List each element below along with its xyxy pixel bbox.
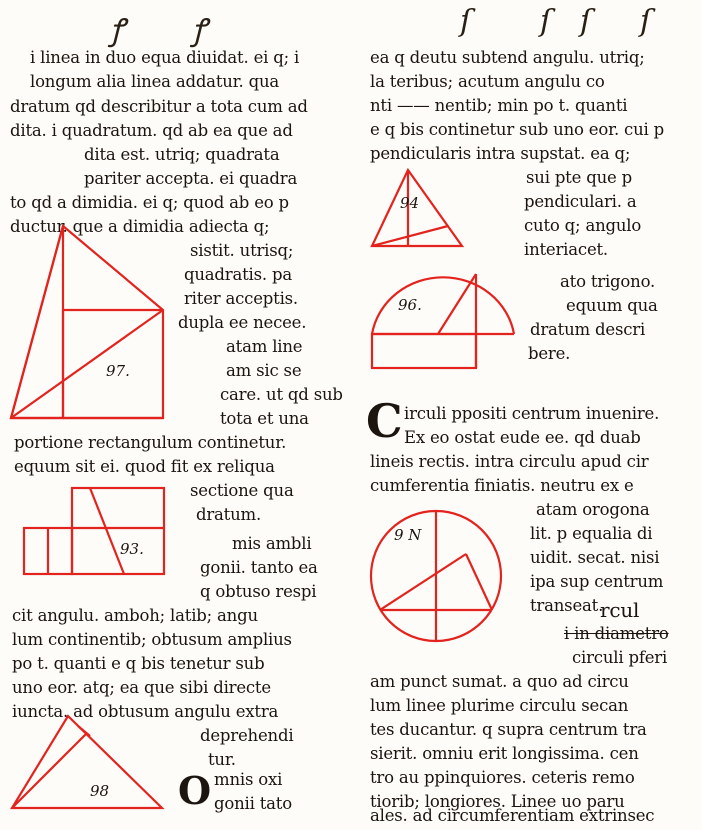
text-line: dratum. xyxy=(196,505,262,524)
text-line: irculi ppositi centrum inuenire. xyxy=(404,404,660,423)
margin-mark-left-1: ꝭ xyxy=(110,13,125,48)
text-line: cumferentia finiatis. neutru ex e xyxy=(370,476,634,495)
figure-label: 93. xyxy=(120,540,144,558)
text-line: cuto q; angulo xyxy=(524,216,642,235)
text-line: tota et una xyxy=(220,409,309,428)
text-line: mis ambli xyxy=(232,534,312,553)
text-line: transeat. xyxy=(530,596,604,615)
text-line: tiorib; longiores. Linee uo paru xyxy=(370,792,625,811)
text-line: sui pte que p xyxy=(526,168,632,187)
text-line: uidit. secat. nisi xyxy=(530,548,660,567)
text-line: sectione qua xyxy=(190,481,294,500)
figure-label: 94 xyxy=(400,194,420,212)
text-line: tur. xyxy=(208,750,236,769)
text-line: am punct sumat. a quo ad circu xyxy=(370,672,629,691)
margin-mark-left-2: ꝭ xyxy=(192,13,207,48)
text-line: ea q deutu subtend angulu. utriq; xyxy=(370,48,645,67)
margin-mark-right-3: ſ xyxy=(580,4,592,39)
text-line: i in diametro xyxy=(564,624,669,643)
figure-rectangle-diagonal xyxy=(20,484,170,580)
text-line: dita. i quadratum. qd ab ea que ad xyxy=(10,121,293,140)
text-line: rcul xyxy=(600,598,640,622)
text-line: gonii. tanto ea xyxy=(200,558,318,577)
text-line: iuncta. ad obtusum angulu extra xyxy=(12,702,279,721)
text-line: la teribus; acutum angulu co xyxy=(370,72,605,91)
text-line: quadratis. pa xyxy=(184,265,292,284)
text-line: pariter accepta. ei quadra xyxy=(84,169,298,188)
text-line: dratum qd describitur a tota cum ad xyxy=(10,97,308,116)
text-line: pendiculari. a xyxy=(524,192,637,211)
text-line: tro au ppinquiores. ceteris remo xyxy=(370,768,635,787)
text-line: gonii tato xyxy=(214,794,292,813)
text-line: lineis rectis. intra circulu apud cir xyxy=(370,452,649,471)
text-line: mnis oxi xyxy=(214,770,283,789)
text-line: equum qua xyxy=(566,296,658,315)
figure-semicircle xyxy=(368,262,518,372)
figure-label: 96. xyxy=(398,296,422,314)
text-line: am sic se xyxy=(226,361,302,380)
text-line: atam orogona xyxy=(536,500,650,519)
figure-label: 9 N xyxy=(394,526,422,544)
figure-label: 97. xyxy=(106,362,130,380)
figure-acute-triangle xyxy=(8,712,168,812)
text-line: ato trigono. xyxy=(560,272,656,291)
text-line: nti —— nentib; min po t. quanti xyxy=(370,96,628,115)
text-line: dita est. utriq; quadrata xyxy=(84,145,280,164)
text-line: ales. ad circumferentiam extrinsec xyxy=(370,806,655,825)
text-line: e q bis continetur sub uno eor. cui p xyxy=(370,120,665,139)
text-line: care. ut qd sub xyxy=(220,385,343,404)
text-line: sierit. omniu erit longissima. cen xyxy=(370,744,639,763)
text-line: dupla ee necee. xyxy=(178,313,307,332)
text-line: to qd a dimidia. ei q; quod ab eo p xyxy=(10,193,289,212)
text-line: lit. p equalia di xyxy=(530,524,653,543)
margin-mark-right-2: ſ xyxy=(540,4,552,39)
figure-square-triangle xyxy=(8,222,178,422)
text-line: ductur. que a dimidia adiecta q; xyxy=(10,217,270,236)
text-line: Ex eo ostat eude ee. qd duab xyxy=(404,428,641,447)
text-line: lum continentib; obtusum amplius xyxy=(12,630,292,649)
text-line: lum linee plurime circulu secan xyxy=(370,696,629,715)
text-line: interiacet. xyxy=(524,240,608,259)
text-line: po t. quanti e q bis tenetur sub xyxy=(12,654,265,673)
text-line: dratum descri xyxy=(530,320,646,339)
text-line: q obtuso respi xyxy=(200,582,317,601)
text-line: sistit. utrisq; xyxy=(190,241,294,260)
text-line: equum sit ei. quod fit ex reliqua xyxy=(14,457,275,476)
text-line: i linea in duo equa diuidat. ei q; i xyxy=(30,48,300,67)
figure-circle xyxy=(366,506,506,646)
text-line: circuli pferi xyxy=(572,648,668,667)
text-line: atam line xyxy=(226,337,303,356)
text-line: riter acceptis. xyxy=(184,289,298,308)
margin-mark-right-4: ſ xyxy=(640,4,652,39)
margin-mark-right-1: ſ xyxy=(460,4,472,39)
text-line: tes ducantur. q supra centrum tra xyxy=(370,720,647,739)
text-line: bere. xyxy=(528,344,571,363)
text-line: uno eor. atq; ea que sibi directe xyxy=(12,678,271,697)
text-line: ipa sup centrum xyxy=(530,572,664,591)
figure-label: 98 xyxy=(90,782,110,800)
initial-letter: O xyxy=(178,768,212,813)
text-line: pendicularis intra supstat. ea q; xyxy=(370,144,631,163)
initial-letter: C xyxy=(366,394,403,448)
text-line: cit angulu. amboh; latib; angu xyxy=(12,606,258,625)
text-line: deprehendi xyxy=(200,726,294,745)
text-line: longum alia linea addatur. qua xyxy=(30,72,280,91)
text-line: portione rectangulum continetur. xyxy=(14,433,287,452)
